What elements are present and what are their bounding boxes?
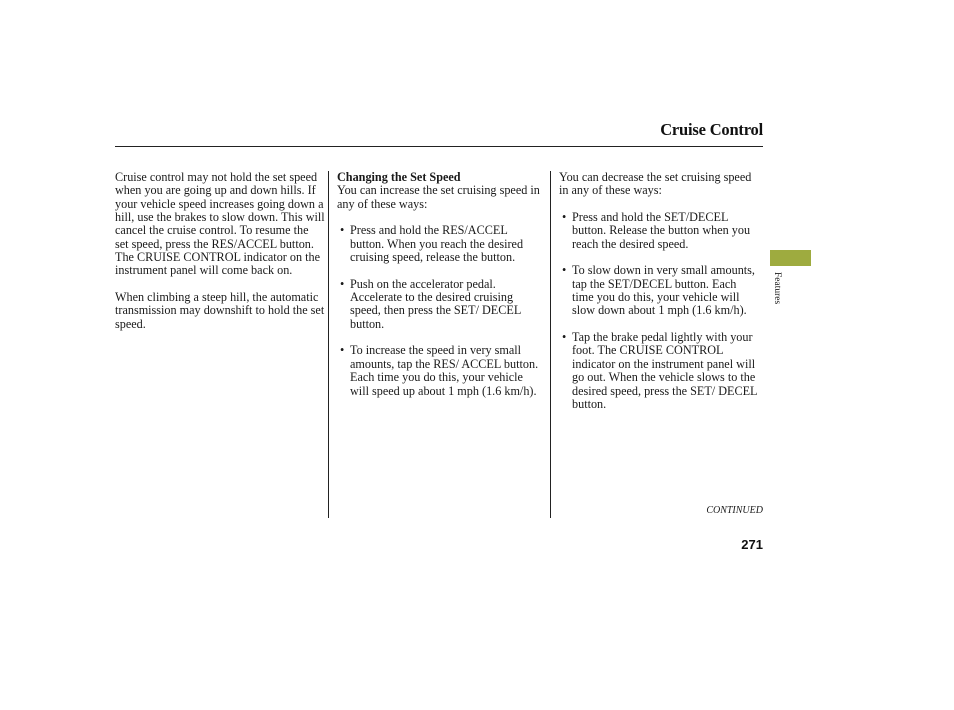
bullet-icon: • <box>562 263 567 278</box>
column-left <box>115 171 325 344</box>
bullet-icon: • <box>340 223 345 238</box>
section-heading: Changing the Set Speed <box>337 170 461 184</box>
list-item <box>559 211 759 251</box>
column-divider-1 <box>328 171 329 518</box>
paragraph-steep-hill: When climbing a steep hill, the automatic transmission may downshift to hold the set speed. <box>115 290 325 331</box>
title-divider <box>115 146 763 147</box>
bullet-text: Press and hold the RES/ACCEL button. When you reach the desired cruising speed, release the button. <box>350 223 524 265</box>
page-title: Cruise Control <box>660 120 763 139</box>
bullet-text: To slow down in very small amounts, tap the SET/DECEL button. Each time you do this, your vehicle will slow down about 1 mph (1.6 km/h). <box>572 263 755 318</box>
bullet-text: Push on the accelerator pedal. Accelerate to the desired cruising speed, then press the SET/ DECEL button. <box>350 276 521 331</box>
bullet-text: Press and hold the SET/DECEL button. Release the button when you reach the desired speed. <box>572 210 751 251</box>
bullet-icon: • <box>562 330 567 345</box>
column-middle <box>337 171 542 411</box>
list-item <box>337 278 542 331</box>
page-number: 271 <box>741 537 763 552</box>
column-divider-2 <box>550 171 551 518</box>
bullet-icon: • <box>340 276 345 291</box>
list-item <box>559 331 759 411</box>
continued-label: CONTINUED <box>706 505 763 516</box>
list-item <box>559 264 759 317</box>
list-item <box>337 344 542 397</box>
section-tab-label: Features <box>772 272 782 305</box>
bullet-text: Tap the brake pedal lightly with your foot. The CRUISE CONTROL indicator on the instrument panel will go out. When the vehicle slows to the desired speed, press the SET/ DECEL button. <box>572 330 758 411</box>
decrease-intro: You can decrease the set cruising speed in any of these ways: <box>559 170 752 198</box>
increase-intro: You can increase the set cruising speed in any of these ways: <box>337 183 540 211</box>
list-item <box>337 224 542 264</box>
section-tab <box>770 250 811 266</box>
bullet-icon: • <box>562 210 567 225</box>
paragraph-cruise-hills: Cruise control may not hold the set speed when you are going up and down hills. If your vehicle speed increases going down a hill, use the brakes to slow down. This will cancel the cruise control. To resume the set speed, press the RES/ACCEL button. The CRUISE CONTROL indicator on the instrument panel will come back on. <box>115 170 325 278</box>
bullet-text: To increase the speed in very small amounts, tap the RES/ ACCEL button. Each time you do this, your vehicle will speed up about 1 mph (1.6 km/h). <box>350 343 539 398</box>
bullet-icon: • <box>340 343 345 358</box>
column-right <box>559 171 759 425</box>
